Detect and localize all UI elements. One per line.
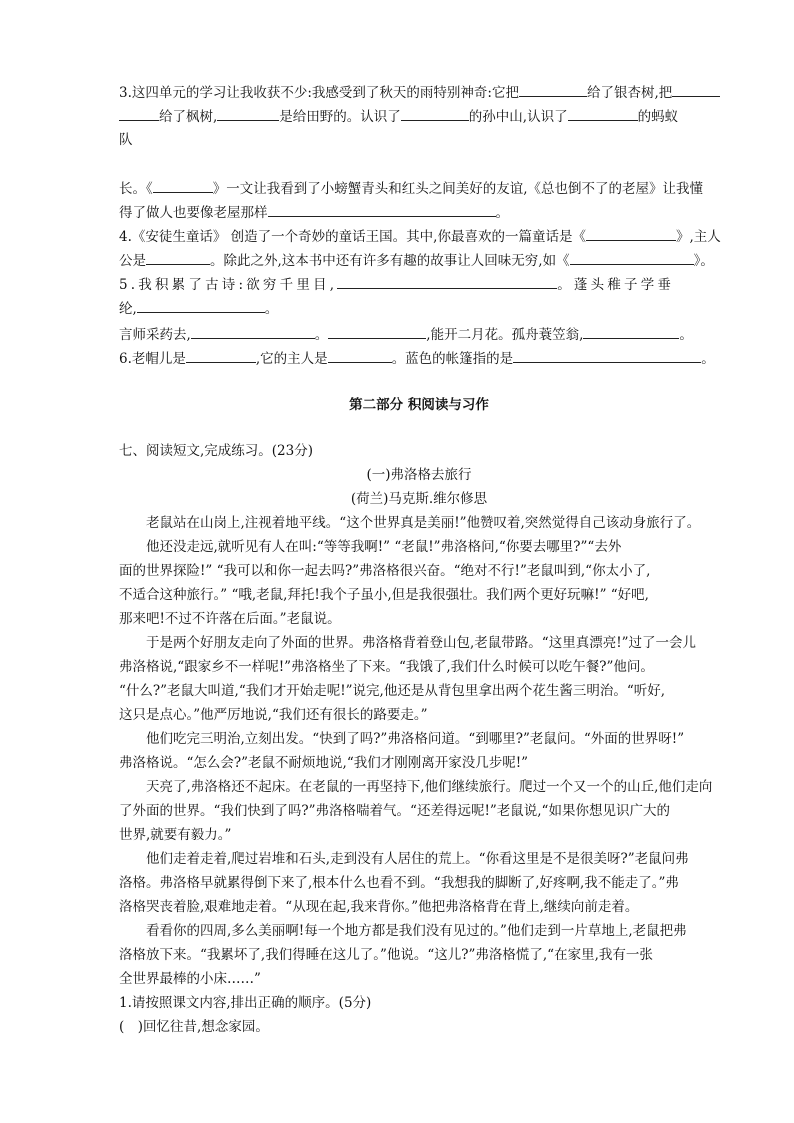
q3-line-4: 长。《 》一文让我看到了小螃蟹青头和红头之间美好的友谊,《总也倒不了的老屋》让我懂 [119,178,719,199]
story-line: 洛格哭丧着脸,艰难地走着。“从现在起,我来背你。”他把弗洛格背在背上,继续向前走着。 [119,899,639,915]
fill-blank[interactable] [519,82,587,97]
fill-blank[interactable] [268,202,496,217]
fill-blank[interactable] [328,324,426,339]
story-line: 面的世界探险!” “我可以和你一起去吗?”弗洛格很兴奋。“绝对不行!”老鼠叫到,“你太小了, [119,563,651,579]
part2-heading: 第二部分 积阅读与习作 [349,397,489,413]
story-line: 他们走着走着,爬过岩堆和石头,走到没有人居住的荒上。“你看这里是不是很美呀?”老鼠问弗 [119,851,689,867]
story-line: 这只是点心。”他严厉地说,“我们还有很长的路要走。” [119,707,428,723]
fill-blank[interactable] [186,348,256,363]
sub-question-1: 1.请按照课文内容,排出正确的顺序。(5分) [119,995,372,1011]
fill-blank[interactable] [337,274,557,289]
fill-blank[interactable] [672,82,720,97]
story-line: 天亮了,弗洛格还不起床。在老鼠的一再坚持下,他们继续旅行。爬过一个又一个的山丘,他们走向 [119,779,713,795]
story-line: 洛格放下来。“我累坏了,我们得睡在这儿了。”他说。“这儿?”弗洛格慌了,“在家里,我有一张 [119,947,653,963]
q5-line-1: 5.我积累了古诗:欲穷千里目, 。蓬头稚子学垂 [119,274,719,295]
q3-line-1: 3.这四单元的学习让我收获不少:我感受到了秋天的雨特别神奇:它把 给了银杏树,把 [119,82,719,103]
q3-line-3: 队 [119,132,133,148]
fill-blank[interactable] [401,106,469,121]
story-line: 弗洛格说,“跟家乡不一样呢!”弗洛格坐了下来。“我饿了,我们什么时候可以吃午餐?”他问。 [119,659,654,675]
story-line: 了外面的世界。“我们快到了吗?”弗洛格喘着气。“还差得远呢!”老鼠说,“如果你想见识广大的 [119,803,670,819]
q5-line-3: 言师采药去, 。 ,能开二月花。孤舟蓑笠翁, 。 [119,324,719,345]
fill-blank[interactable] [137,298,265,313]
q3-line-2: 给了枫树, 是给田野的。认识了 的孙中山,认识了 的蚂蚁 [119,106,719,127]
q5-line-2: 纶, 。 [119,298,719,319]
story-line: 不适合这种旅行。” “哦,老鼠,拜托!我个子虽小,但是我很强壮。我们两个更好玩嘛!” “好吧, [119,587,649,603]
story-line: 那来吧!不过不许落在后面。”老鼠说。 [119,611,341,627]
q6-line-1: 6.老帽儿是 ,它的主人是 。蓝色的帐篷指的是 。 [119,348,719,369]
fill-blank[interactable] [328,348,392,363]
answer-option-1[interactable]: ( )回忆往昔,想念家园。 [119,1019,269,1035]
story-line: 于是两个好朋友走向了外面的世界。弗洛格背着登山包,老鼠带路。“这里真漂亮!”过了一会儿 [119,635,697,651]
story-line: 老鼠站在山岗上,注视着地平线。“这个世界真是美丽!”他赞叹着,突然觉得自己该动身旅行了。 [119,515,701,531]
story-line: 他们吃完三明治,立刻出发。“快到了吗?”弗洛格问道。“到哪里?”老鼠问。“外面的世界呀!” [119,731,685,747]
fill-blank[interactable] [119,106,159,121]
story-line: 看看你的四周,多么美丽啊!每一个地方都是我们没有见过的。”他们走到一片草地上,老鼠把弗 [119,923,687,939]
fill-blank[interactable] [513,348,701,363]
fill-blank[interactable] [586,226,676,241]
q3-line-5: 得了做人也要像老屋那样 。 [119,202,719,223]
q4-line-1: 4.《安徒生童话》 创造了一个奇妙的童话王国。其中,你最喜欢的一篇童话是《 》,主人 [119,226,719,247]
fill-blank[interactable] [570,250,694,265]
fill-blank[interactable] [146,250,210,265]
q4-line-2: 公是 。除此之外,这本书中还有许多有趣的故事让人回味无穷,如《 》。 [119,250,719,271]
fill-blank[interactable] [568,106,638,121]
fill-blank[interactable] [217,106,279,121]
fill-blank[interactable] [191,324,315,339]
story-author: (荷兰)马克斯.维尔修思 [350,491,488,507]
story-title: (一)弗洛格去旅行 [366,467,472,483]
story-line: 世界,就要有毅力。” [119,827,232,843]
story-line: 他还没走远,就听见有人在叫:“等等我啊!” “老鼠!”弗洛格问,“你要去哪里?”“去外 [119,539,622,555]
story-line: 洛格。弗洛格早就累得倒下来了,根本什么也看不到。“我想我的脚断了,好疼啊,我不能走了。”弗 [119,875,679,891]
question-7: 七、阅读短文,完成练习。(23分) [119,443,314,459]
story-line: 全世界最棒的小床……” [119,971,261,987]
fill-blank[interactable] [583,324,679,339]
story-line: 弗洛格说。“怎么会?”老鼠不耐烦地说,“我们才刚刚离开家没几步呢!” [119,755,529,771]
fill-blank[interactable] [153,178,213,193]
story-line: “什么?”老鼠大叫道,“我们才开始走呢!”说完,他还是从背包里拿出两个花生酱三明治。“听好, [119,683,666,699]
